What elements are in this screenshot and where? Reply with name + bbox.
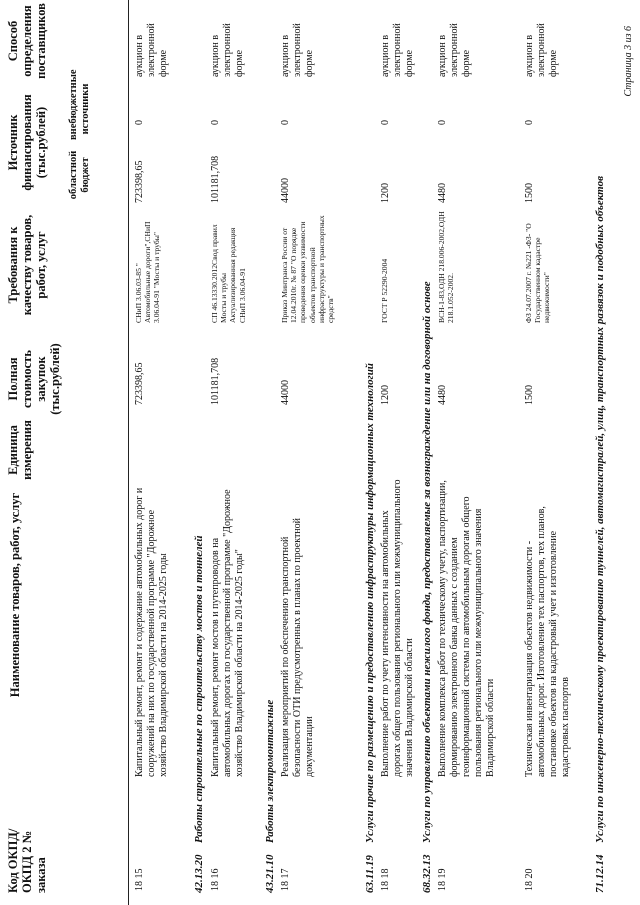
row-extra: 0 [134, 120, 145, 125]
row-cost: 101181,708 [210, 357, 221, 405]
section-code: 43.21.10 [264, 854, 276, 893]
section-title: Услуги по инженерно-техническому проектированию туннелей, автомагистралей, улиц, транспортных развязок и подобных объектов [594, 175, 606, 843]
header-cost: Полная стоимость закупок (тыс.рублей) [6, 343, 62, 415]
row-number: 18 20 [524, 868, 535, 891]
row-requirements: СНиП 3.06.03-85 " Автомобильные дороги",СНиП 3.06.04-91 "Мосты и трубы" [134, 221, 162, 323]
section-title: Услуги прочие по размещению и предоставлению инфраструктуры информационных технологий [364, 363, 376, 843]
row-extra: 0 [380, 120, 391, 125]
row-method: аукцион в электронной форме [134, 23, 169, 77]
row-method: аукцион в электронной форме [524, 23, 559, 77]
header-source: Источник финансирования (тыс.рублей) [6, 94, 48, 191]
row-name: Выполнение работ по учету интенсивности на автомобильных дорогах общего пользования регионального или межмуниципального значения Владимирской области [380, 479, 415, 777]
row-number: 18 19 [437, 868, 448, 891]
row-extra: 0 [280, 120, 291, 125]
row-method: аукцион в электронной форме [280, 23, 315, 77]
row-requirements: ФЗ 24.07.2007 г. №221 -ФЗ- "О Государственном кадастре недвижимости" [524, 223, 552, 323]
row-budget: 101181,708 [210, 155, 221, 203]
section-code: 63.11.19 [364, 855, 376, 893]
row-name: Капитальный ремонт, ремонт и содержание автомобильных дорог и сооружений на них по государственной программе "Дорожное хозяйство Владимирской области на 2014-2025 годы [134, 487, 169, 777]
row-extra: 0 [437, 120, 448, 125]
row-requirements: Приказ Минтранса России от 12.04.2010г. № 87 "О порядке проведения оценки уязвимости объектов транспортной инфраструктуры и транспортных средств" [280, 215, 336, 323]
header-unit: Единица измерения [6, 420, 34, 480]
row-cost: 1200 [380, 385, 391, 405]
section-heading [594, 176, 606, 893]
section-code: 68.32.13 [421, 854, 433, 893]
section-title: Работы электромонтажные [264, 699, 276, 843]
row-method: аукцион в электронной форме [437, 23, 472, 77]
section-heading [264, 700, 276, 893]
section-code: 42.13.20 [193, 854, 205, 893]
row-budget: 1200 [380, 183, 391, 203]
section-title: Услуги по управлению объектами нежилого фонда, предоставляемые за вознаграждение или на договорной основе [421, 281, 433, 843]
row-name: Техническая инвентаризация объектов недвижимости - автомобильных дорог. Изготовление тех паспортов, тех планов, постановке объектов на кадастровый учет и изготовление кадастровых паспортов [524, 506, 571, 777]
page-number: Страница 3 из 6 [623, 26, 634, 97]
row-budget: 44000 [280, 178, 291, 203]
row-number: 18 15 [134, 868, 145, 891]
row-requirements: ГОСТ Р 52290-2004 [380, 258, 389, 323]
header-source-budget: областной бюджет [68, 150, 91, 200]
header-requirements: Требования к качеству товаров, работ, услуг [6, 214, 48, 316]
section-heading [193, 535, 205, 893]
row-cost: 723398,65 [134, 362, 145, 405]
row-requirements: ВСН-1-83,ОДН 218.006-2002,ОДН 218.1.052-2002. [437, 211, 456, 323]
row-name: Выполнение комплекса работ по техническому учету, паспортизации, формированию электронного банка данных с созданием геоинформационной системы по автомобильным дорогам общего пользования регионального или межмуниципального значения Владимирской области [437, 480, 496, 777]
section-code: 71.12.14 [594, 854, 606, 893]
header-source-extra: внебюджетные источники [68, 69, 91, 140]
row-number: 18 17 [280, 868, 291, 891]
row-name: Реализация мероприятий по обеспечению транспортной безопасности ОТИ предусмотренных в планах по проектной документации [280, 517, 315, 777]
row-budget: 4480 [437, 183, 448, 203]
row-cost: 4480 [437, 385, 448, 405]
row-method: аукцион в электронной форме [210, 23, 245, 77]
row-method: аукцион в электронной форме [380, 23, 415, 77]
header-method: Способ определения поставщиков [6, 3, 48, 79]
row-cost: 44000 [280, 380, 291, 405]
row-extra: 0 [524, 120, 535, 125]
header-divider [128, 0, 129, 905]
section-heading [364, 363, 376, 893]
row-number: 18 16 [210, 868, 221, 891]
header-code: Код ОКПД/ ОКПД 2 № заказа [6, 828, 48, 893]
row-budget: 1500 [524, 183, 535, 203]
section-title: Работы строительные по строительству мостов и тоннелей [193, 535, 205, 843]
row-cost: 1500 [524, 385, 535, 405]
row-number: 18 18 [380, 868, 391, 891]
row-extra: 0 [210, 120, 221, 125]
section-heading [421, 281, 433, 893]
row-budget: 723398,65 [134, 160, 145, 203]
header-name: Наименование товаров, работ, услуг [8, 492, 22, 698]
row-requirements: СП 46.13330.2012Свод правил Мосты и трубы Актуализированная редакция СНиП 3.06.04-91 [210, 224, 247, 323]
row-name: Капитальный ремонт, ремонт мостов и путепроводов на автомобильных дорогах по государственной программе "Дорожное хозяйство Владимирской области на 2014-2025 годы" [210, 489, 245, 777]
